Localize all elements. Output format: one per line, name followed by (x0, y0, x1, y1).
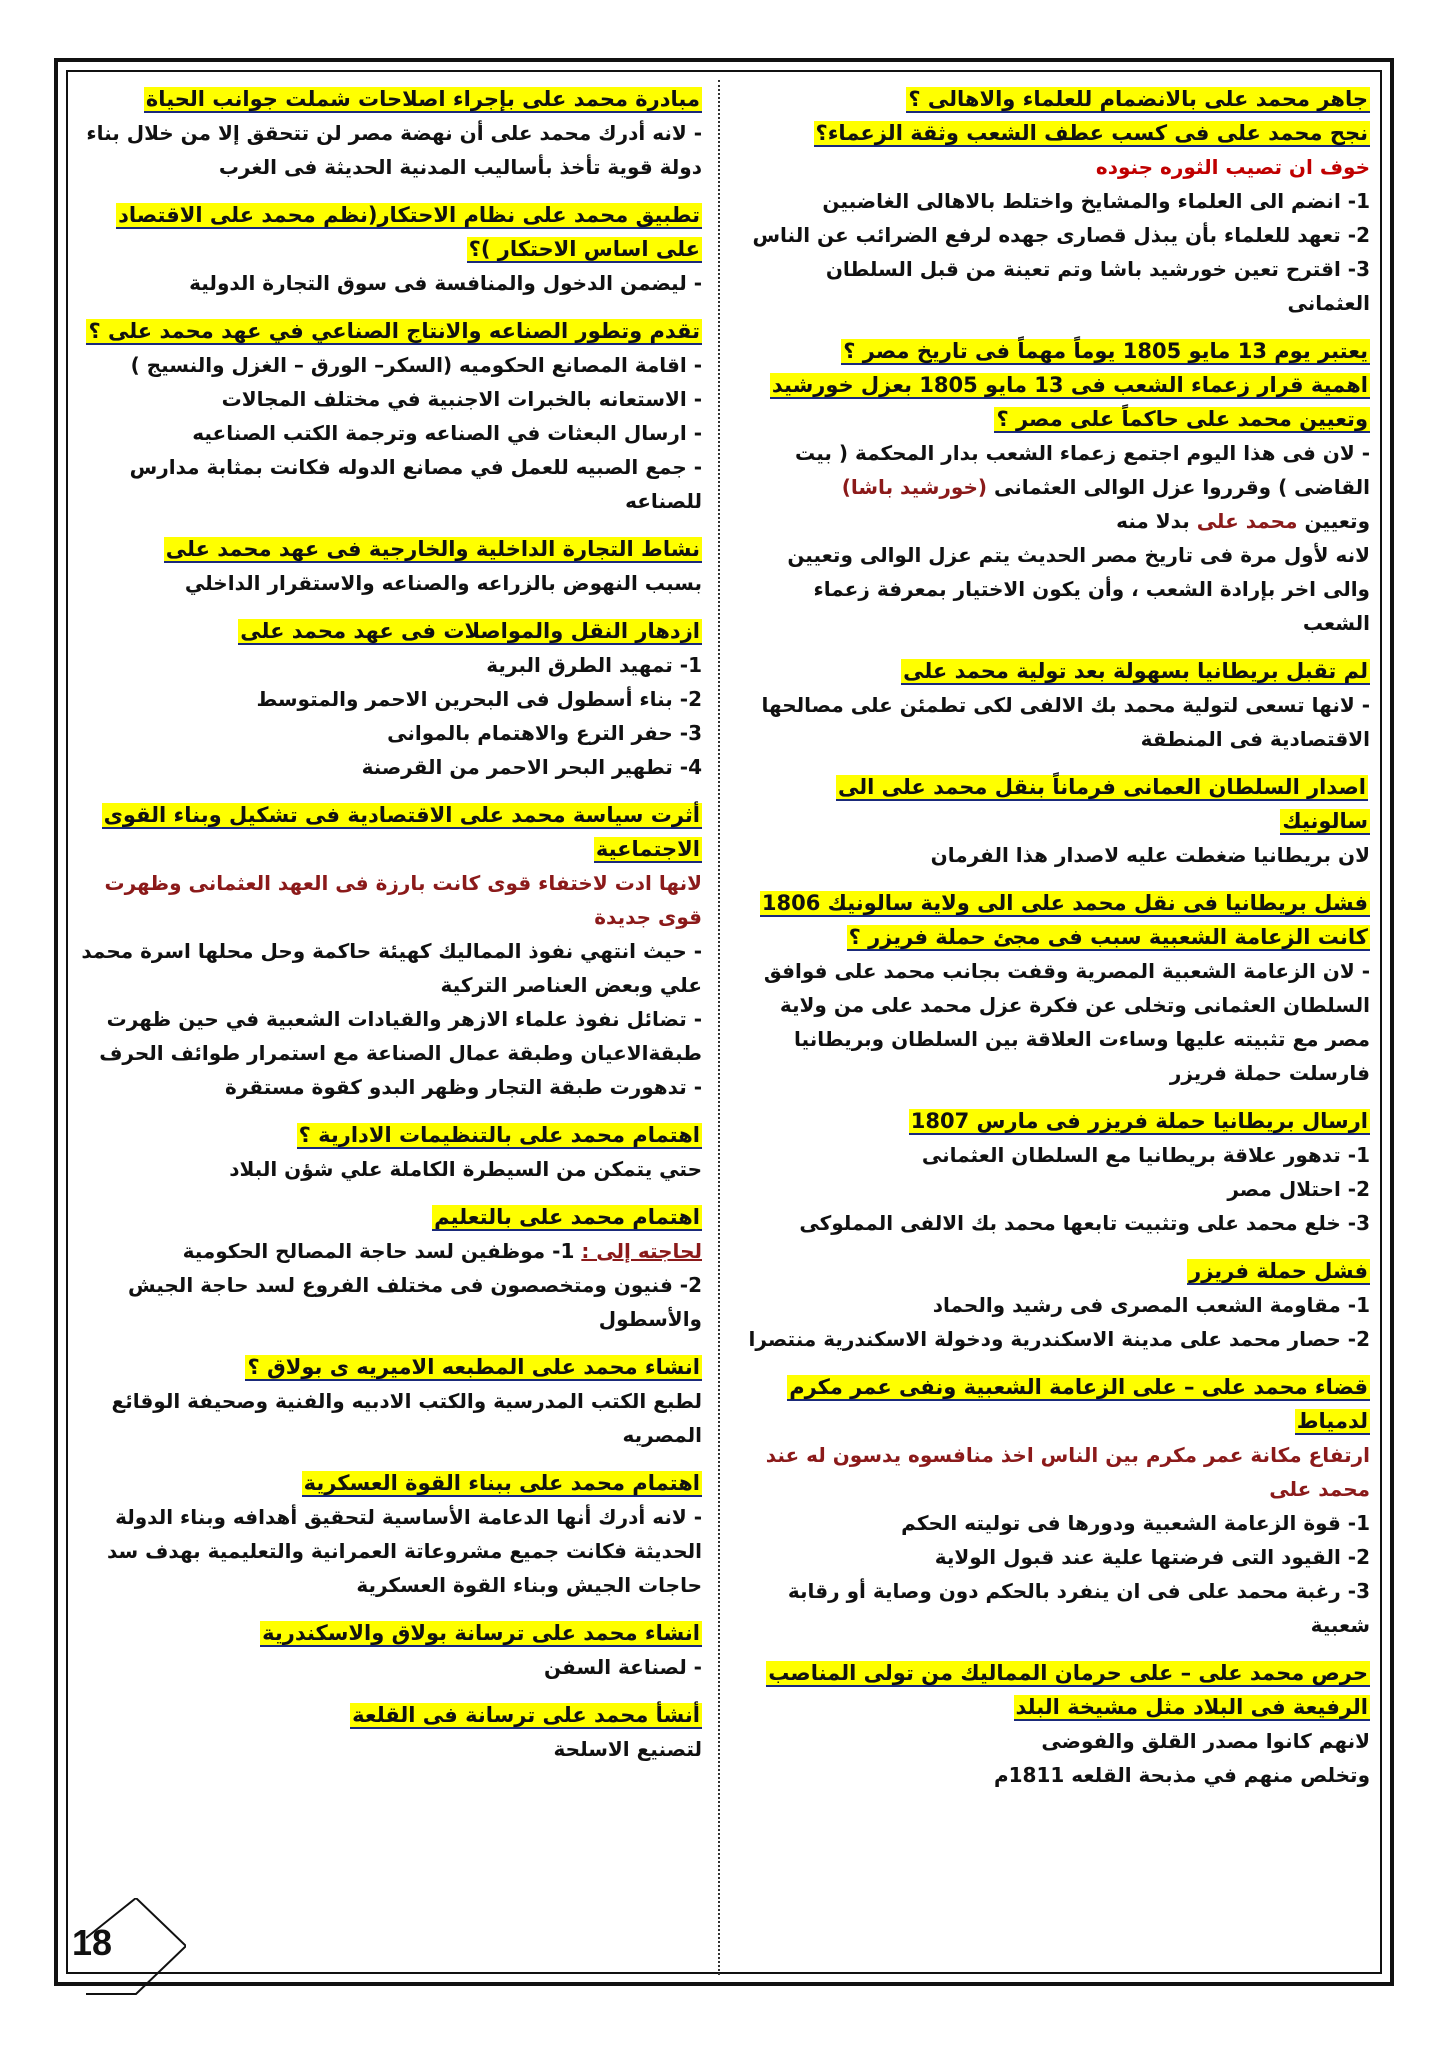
answer-line: 1- مقاومة الشعب المصرى فى رشيد والحماد (932, 1293, 1370, 1317)
section-l6 (74, 798, 702, 1104)
answer-red: لانها ادت لاختفاء قوى كانت بارزة فى العهد العثمانى وظهرت قوى جديدة (104, 871, 702, 929)
section-l12 (74, 1698, 702, 1766)
answer-line: بسبب النهوض بالزراعه والصناعه والاستقرار الداخلي (184, 571, 702, 595)
section-r3 (746, 654, 1370, 756)
answer-line: - ليضمن الدخول والمنافسة فى سوق التجارة الدولية (189, 271, 702, 295)
answer-line: - لانها تسعى لتولية محمد بك الالفى لكى تطمئن على مصالحها الاقتصادية فى المنطقة (761, 693, 1370, 751)
section-heading: ارسال بريطانيا حملة فريزر فى مارس 1807 (910, 1109, 1368, 1133)
answer-line: - لانه أدرك محمد على أن نهضة مصر لن تتحقق إلا من خلال بناء دولة قوية تأخذ بأساليب المدنية الحديثة فى الغرب (86, 121, 702, 179)
section-heading: ازدهار النقل والمواصلات فى عهد محمد على (240, 619, 700, 643)
answer-line: 1- قوة الزعامة الشعبية ودورها فى توليته الحكم (901, 1511, 1370, 1535)
section-l1 (74, 82, 702, 184)
section-heading: فشل بريطانيا فى نقل محمد على الى ولاية سالونيك 1806 (761, 891, 1368, 915)
answer-line: لطبع الكتب المدرسية والكتب الادبيه والفنية وصحيفة الوقائع المصريه (111, 1389, 702, 1447)
answer-line: لتصنيع الاسلحة (553, 1737, 702, 1761)
section-r5 (746, 886, 1370, 1090)
answer-line: - جمع الصبيه للعمل في مصانع الدوله فكانت بمثابة مدارس للصناعه (129, 455, 702, 513)
section-heading: تقدم وتطور الصناعه والانتاج الصناعي في عهد محمد على ؟ (88, 319, 700, 343)
section-r6 (746, 1104, 1370, 1240)
section-l7 (74, 1118, 702, 1186)
answer-line: 2- حصار محمد على مدينة الاسكندرية ودخولة الاسكندرية منتصرا (748, 1327, 1370, 1351)
section-heading: اهمية قرار زعماء الشعب فى 13 مايو 1805 بعزل خورشيد وتعيين محمد على حاكماً على مصر ؟ (771, 373, 1368, 431)
answer-line: - تدهورت طبقة التجار وظهر البدو كقوة مستقرة (225, 1075, 702, 1099)
answer-line: 3- حفر الترع والاهتمام بالموانى (387, 721, 702, 745)
answer-line: 1- تمهيد الطرق البرية (486, 653, 702, 677)
section-l11 (74, 1616, 702, 1684)
section-l2 (74, 198, 702, 300)
column-divider (718, 80, 720, 1975)
right-column (746, 82, 1370, 1806)
section-heading: اهتمام محمد على ببناء القوة العسكرية (303, 1471, 700, 1495)
section-r1 (746, 82, 1370, 320)
section-heading: كانت الزعامة الشعبية سبب فى مجئ حملة فريزر ؟ (848, 925, 1368, 949)
answer-line: 2- فنيون ومتخصصون فى مختلف الفروع لسد حاجة الجيش والأسطول (127, 1273, 702, 1331)
answer-line: - لان الزعامة الشعبية المصرية وقفت بجانب محمد على فوافق السلطان العثمانى وتخلى عن فكرة عزل محمد على من ولاية مصر مع تثبيته عليها وساءت العلاقة بين السلطان وبريطانيا فارسلت حملة فريزر (763, 959, 1370, 1085)
section-r9 (746, 1656, 1370, 1792)
section-heading: أنشأ محمد على ترسانة فى القلعة (352, 1703, 700, 1727)
section-heading: جاهر محمد على بالانضمام للعلماء والاهالى ؟ (908, 87, 1368, 111)
answer-line: بدلا منه (1116, 509, 1190, 533)
answer-line: 3- رغبة محمد على فى ان ينفرد بالحكم دون وصاية أو رقابة شعبية (787, 1579, 1370, 1637)
answer-line: لانه لأول مرة فى تاريخ مصر الحديث يتم عزل الوالى وتعيين والى اخر بإرادة الشعب ، وأن يكون الاختيار بمعرفة زعماء الشعب (787, 543, 1370, 635)
answer-line: 1- تدهور علاقة بريطانيا مع السلطان العثمانى (921, 1143, 1370, 1167)
section-heading: نشاط التجارة الداخلية والخارجية فى عهد محمد على (165, 537, 700, 561)
section-r8 (746, 1370, 1370, 1642)
answer-line: - لانه أدرك أنها الدعامة الأساسية لتحقيق أهدافه وبناء الدولة الحديثة فكانت جميع مشروعاتة العمرانية والتعليمية بهدف سد حاجات الجيش وبناء القوة العسكرية (106, 1505, 702, 1597)
section-l5 (74, 614, 702, 784)
answer-line: - تضائل نفوذ علماء الازهر والقيادات الشعبية في حين ظهرت طبقةالاعيان وطبقة عمال الصناعة مع استمرار طوائف الحرف (99, 1007, 702, 1065)
section-heading: حرص محمد على – على حرمان المماليك من تولى المناصب الرفيعة فى البلاد مثل مشيخة البلد (768, 1661, 1368, 1719)
answer-line: 1- موظفين لسد حاجة المصالح الحكومية (182, 1239, 575, 1263)
section-heading: يعتبر يوم 13 مايو 1805 يوماً مهماً فى تاريخ مصر ؟ (843, 339, 1368, 363)
answer-emphasis: لحاجته إلى : (581, 1239, 702, 1263)
answer-emphasis: محمد على (1196, 509, 1298, 533)
answer-line: 2- تعهد للعلماء بأن يبذل قصارى جهده لرفع الضرائب عن الناس (752, 223, 1370, 247)
section-heading: أثرت سياسة محمد على الاقتصادية فى تشكيل وبناء القوى الاجتماعية (103, 803, 700, 861)
left-column (74, 82, 702, 1780)
answer-line: لان بريطانيا ضغطت عليه لاصدار هذا الفرمان (930, 843, 1370, 867)
section-l10 (74, 1466, 702, 1602)
section-heading: انشاء محمد على ترسانة بولاق والاسكندرية (262, 1621, 700, 1645)
answer-line: 2- القيود التى فرضتها علية عند قبول الولاية (934, 1545, 1370, 1569)
answer-line: لانهم كانوا مصدر القلق والفوضى (1041, 1729, 1370, 1753)
answer-line: - حيث انتهي نفوذ المماليك كهيئة حاكمة وحل محلها اسرة محمد علي وبعض العناصر التركية (81, 939, 702, 997)
answer-line: - لصناعة السفن (543, 1655, 702, 1679)
answer-red: ارتفاع مكانة عمر مكرم بين الناس اخذ منافسوه يدسون له عند محمد على (765, 1443, 1370, 1501)
section-heading: قضاء محمد على – على الزعامة الشعبية ونفى عمر مكرم لدمياط (789, 1375, 1368, 1433)
answer-line: وتعيين (1304, 509, 1370, 533)
answer-line: حتي يتمكن من السيطرة الكاملة علي شؤن البلاد (229, 1157, 702, 1181)
section-r4 (746, 770, 1370, 872)
section-l3 (74, 314, 702, 518)
section-l9 (74, 1350, 702, 1452)
section-l4 (74, 532, 702, 600)
section-l8 (74, 1200, 702, 1336)
section-heading: مبادرة محمد على بإجراء اصلاحات شملت جوانب الحياة (145, 87, 700, 111)
answer-line: وتخلص منهم في مذبحة القلعه 1811م (993, 1763, 1370, 1787)
section-heading: اهتمام محمد على بالتعليم (434, 1205, 700, 1229)
section-heading: نجح محمد على فى كسب عطف الشعب وثقة الزعماء؟ (815, 121, 1368, 145)
section-heading: اصدار السلطان العمانى فرماناً بنقل محمد على الى سالونيك (837, 775, 1368, 833)
answer-line: - لان فى هذا اليوم اجتمع زعماء الشعب بدار المحكمة ( بيت القاضى ) وقرروا عزل الوالى العثمانى (795, 441, 1370, 499)
answer-red: خوف ان تصيب الثوره جنوده (1095, 155, 1370, 179)
answer-line: 4- تطهير البحر الاحمر من القرصنة (361, 755, 702, 779)
answer-line: 3- خلع محمد على وتثبيت تابعها محمد بك الالفى المملوكى (799, 1211, 1370, 1235)
answer-line: 3- اقترح تعين خورشيد باشا وتم تعينة من قبل السلطان العثمانى (825, 257, 1370, 315)
section-r7 (746, 1254, 1370, 1356)
section-heading: انشاء محمد على المطبعه الاميريه ى بولاق ؟ (247, 1355, 700, 1379)
section-heading: فشل حملة فريزر (1189, 1259, 1368, 1283)
section-heading: تطبيق محمد على نظام الاحتكار(نظم محمد على الاقتصاد على اساس الاحتكار )؟ (118, 203, 700, 261)
section-r2 (746, 334, 1370, 640)
answer-line: - ارسال البعثات في الصناعه وترجمة الكتب الصناعيه (192, 421, 702, 445)
section-heading: اهتمام محمد على بالتنظيمات الادارية ؟ (298, 1123, 700, 1147)
answer-line: 1- انضم الى العلماء والمشايخ واختلط بالاهالى الغاضبين (822, 189, 1370, 213)
answer-line: - الاستعانه بالخبرات الاجنبية في مختلف المجالات (221, 387, 702, 411)
answer-line: 2- احتلال مصر (1227, 1177, 1370, 1201)
answer-line: 2- بناء أسطول فى البحرين الاحمر والمتوسط (256, 687, 702, 711)
answer-line: - اقامة المصانع الحكوميه (السكر– الورق – الغزل والنسيج ) (130, 353, 702, 377)
answer-emphasis: (خورشيد باشا) (841, 475, 988, 499)
section-heading: لم تقبل بريطانيا بسهولة بعد تولية محمد على (903, 659, 1368, 683)
page-number: 18 (72, 1922, 113, 1963)
